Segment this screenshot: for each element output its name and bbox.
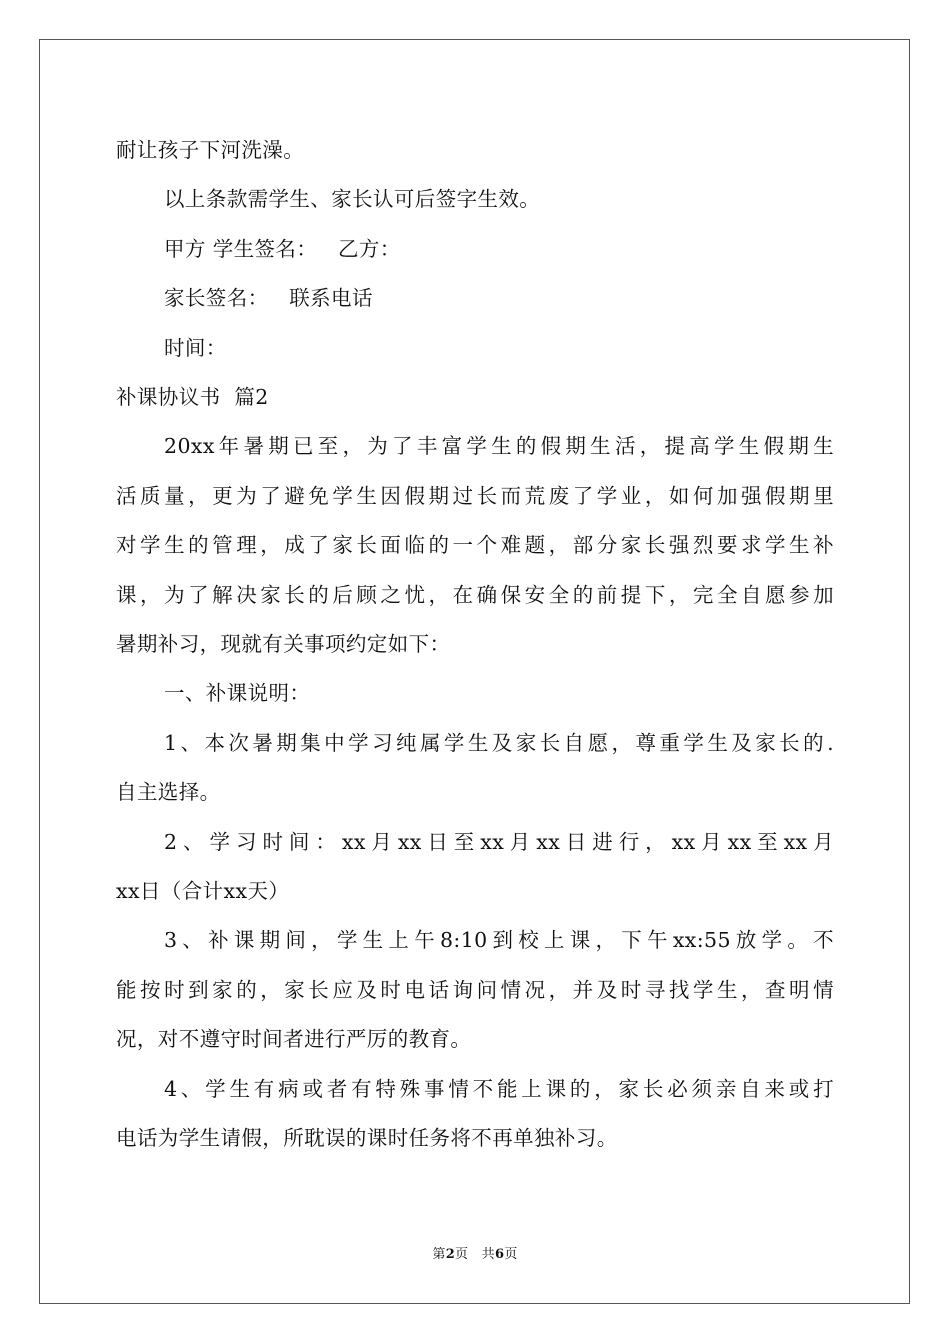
signature-line-parent: 家长签名： 联系电话 — [164, 286, 373, 310]
paragraph-line: 对学生的管理，成了家长面临的一个难题，部分家长强烈要求学生补 — [116, 533, 834, 557]
paragraph-line: 耐让孩子下河洗澡。 — [116, 138, 305, 162]
paragraph-line: 活质量，更为了避免学生因假期过长而荒废了学业，如何加强假期里 — [116, 484, 834, 508]
footer-mid: 页 共 — [455, 1247, 495, 1262]
signature-line-party-a: 甲方 学生签名： 乙方： — [164, 237, 401, 261]
paragraph-line: 暑期补习，现就有关事项约定如下： — [116, 632, 451, 656]
paragraph-line: 1、本次暑期集中学习纯属学生及家长自愿，尊重学生及家长的. — [164, 731, 834, 755]
current-page-number: 2 — [445, 1247, 456, 1262]
paragraph-line: 以上条款需学生、家长认可后签字生效。 — [164, 187, 541, 211]
paragraph-line: 电话为学生请假，所耽误的课时任务将不再单独补习。 — [116, 1126, 618, 1150]
total-page-count: 6 — [494, 1247, 505, 1262]
footer-suffix: 页 — [504, 1247, 518, 1262]
page-footer — [0, 1247, 950, 1263]
paragraph-line: 3、补课期间，学生上午8:10到校上课，下午xx:55放学。不 — [164, 928, 834, 952]
section-heading: 补课协议书 篇2 — [116, 385, 269, 409]
paragraph-line: 自主选择。 — [116, 780, 221, 804]
paragraph-line: xx日（合计xx天） — [116, 879, 290, 903]
paragraph-line: 20xx年暑期已至，为了丰富学生的假期生活，提高学生假期生 — [164, 434, 834, 458]
paragraph-line: 课，为了解决家长的后顾之忧，在确保安全的前提下，完全自愿参加 — [116, 583, 834, 607]
date-line: 时间： — [164, 336, 227, 360]
footer-prefix: 第 — [432, 1247, 446, 1262]
page-border — [39, 39, 910, 1304]
paragraph-line: 2、学习时间：xx月xx日至xx月xx日进行，xx月xx至xx月 — [164, 830, 834, 854]
subsection-heading: 一、补课说明： — [164, 681, 311, 705]
paragraph-line: 能按时到家的，家长应及时电话询问情况，并及时寻找学生，查明情 — [116, 978, 834, 1002]
paragraph-line: 况，对不遵守时间者进行严厉的教育。 — [116, 1027, 472, 1051]
paragraph-line: 4、学生有病或者有特殊事情不能上课的，家长必须亲自来或打 — [164, 1077, 834, 1101]
